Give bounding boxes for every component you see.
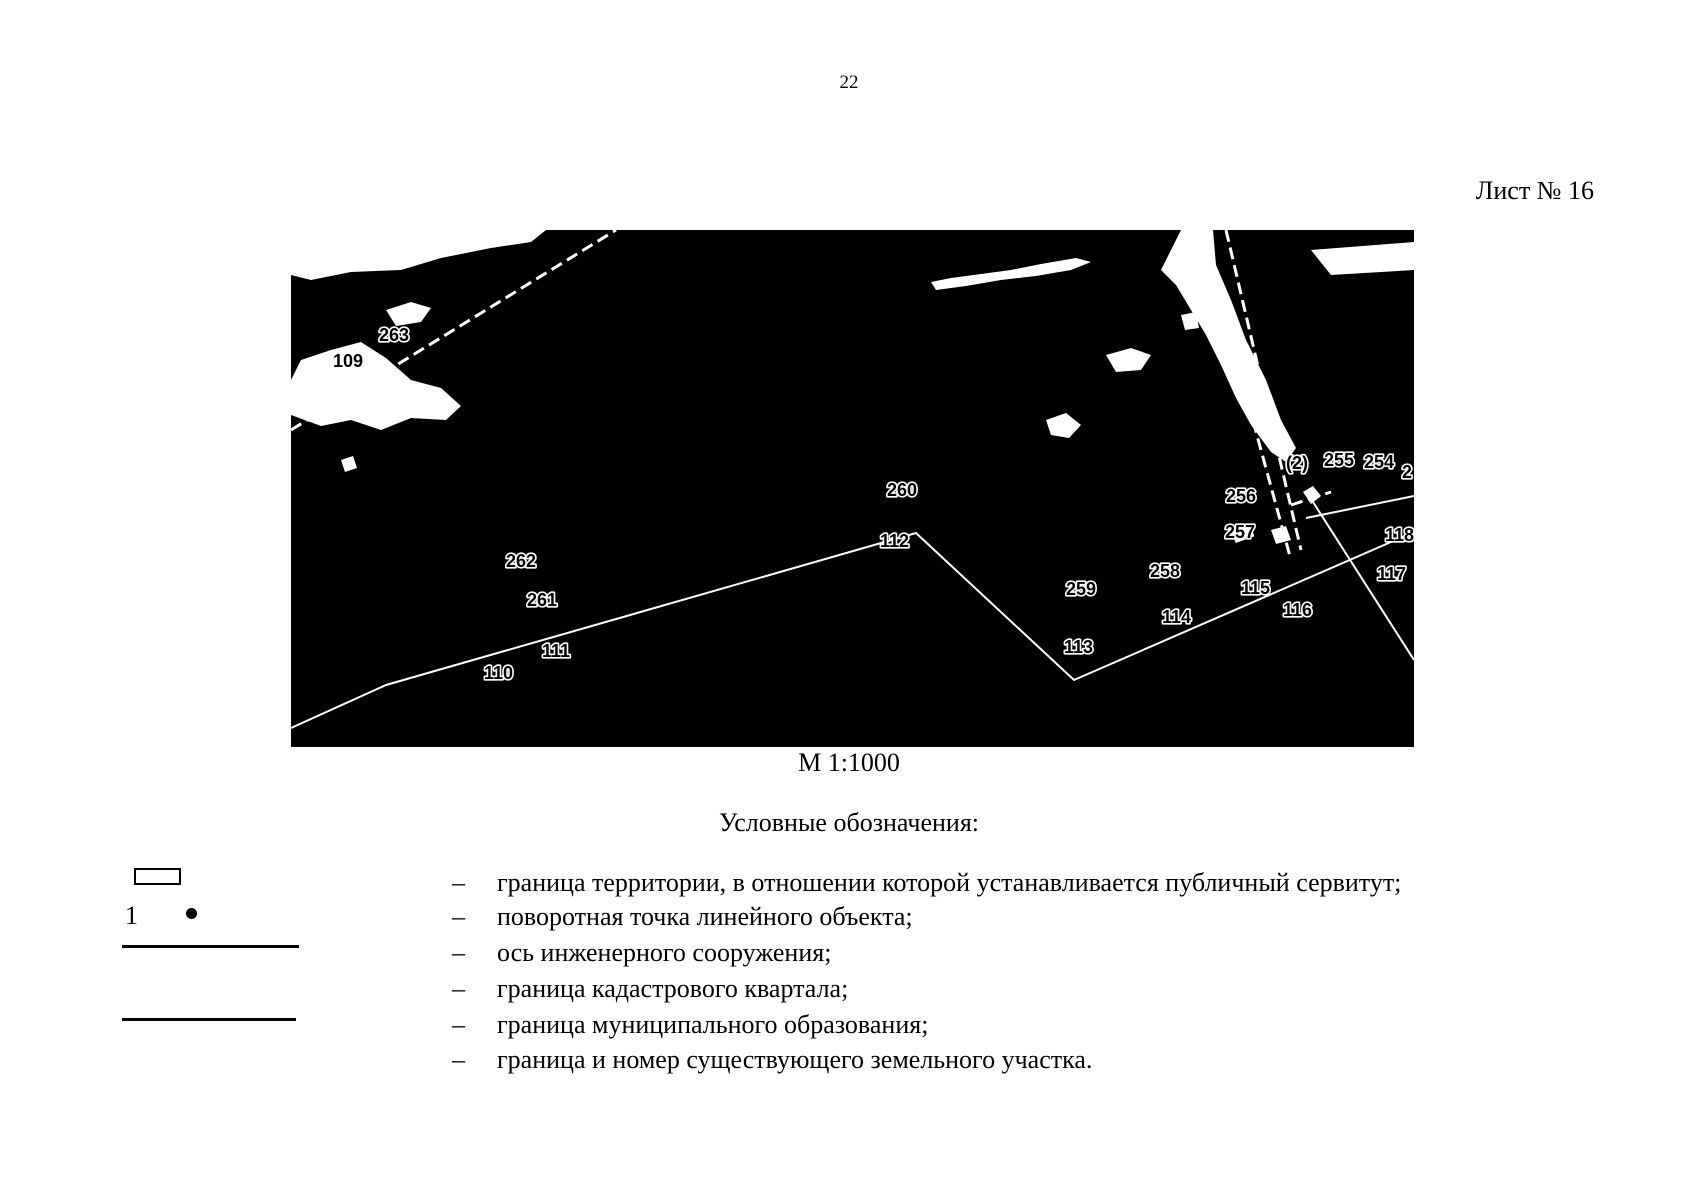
point-label: 113	[1064, 637, 1094, 657]
legend-dash: –	[452, 902, 465, 931]
map-scale: М 1:1000	[798, 748, 900, 777]
map-canvas	[291, 230, 1414, 747]
legend-dash: –	[452, 1010, 465, 1039]
legend-text: граница территории, в отношении которой устанавливается публичный сервитут;	[497, 868, 1402, 897]
legend-row	[452, 938, 831, 968]
legend-row	[452, 1045, 1092, 1075]
point-label: 259	[1066, 579, 1097, 599]
legend-text: граница кадастрового квартала;	[497, 974, 849, 1003]
page-number: 22	[839, 72, 859, 93]
legend-dash: –	[452, 974, 465, 1003]
sheet-label: Лист № 16	[1475, 176, 1594, 205]
point-label: 257	[1225, 522, 1256, 542]
legend-text: ось инженерного сооружения;	[497, 938, 832, 967]
legend-row	[452, 868, 1401, 898]
point-label: 110	[484, 663, 514, 683]
point-label: 109	[333, 351, 364, 371]
point-label: 263	[379, 325, 410, 345]
map-frame	[291, 230, 1414, 747]
point-label: 260	[887, 480, 918, 500]
point-label: 2	[1402, 462, 1413, 482]
point-label: 116	[1283, 600, 1313, 620]
point-label: 255	[1324, 450, 1355, 470]
point-label: 254	[1364, 452, 1395, 472]
legend-row	[452, 974, 848, 1004]
legend-row	[452, 1010, 928, 1040]
point-label: 117	[1377, 564, 1407, 584]
legend-text: граница муниципального образования;	[497, 1010, 929, 1039]
point-label: 258	[1150, 561, 1181, 581]
legend-row	[452, 902, 913, 932]
legend-point-dot	[186, 908, 197, 919]
legend-axis-line	[122, 945, 299, 948]
legend-text: поворотная точка линейного объекта;	[497, 902, 913, 931]
point-label: (2)	[1286, 453, 1308, 473]
point-label: 114	[1162, 607, 1192, 627]
legend-dash: –	[452, 938, 465, 967]
point-label: 111	[542, 641, 571, 661]
legend-point-number: 1	[125, 901, 138, 930]
point-label: 118	[1385, 525, 1414, 545]
legend-title: Условные обозначения:	[718, 808, 980, 837]
legend-rectangle-symbol	[134, 868, 181, 885]
point-label: 262	[506, 551, 537, 571]
point-label: 256	[1226, 486, 1257, 506]
legend-text: граница и номер существующего земельного участка.	[497, 1045, 1093, 1074]
legend-parcel-line	[122, 1018, 296, 1021]
legend-dash: –	[452, 868, 465, 897]
point-label: 112	[880, 531, 910, 551]
point-label: 115	[1241, 578, 1271, 598]
legend-dash: –	[452, 1045, 465, 1074]
point-label: 261	[527, 590, 558, 610]
